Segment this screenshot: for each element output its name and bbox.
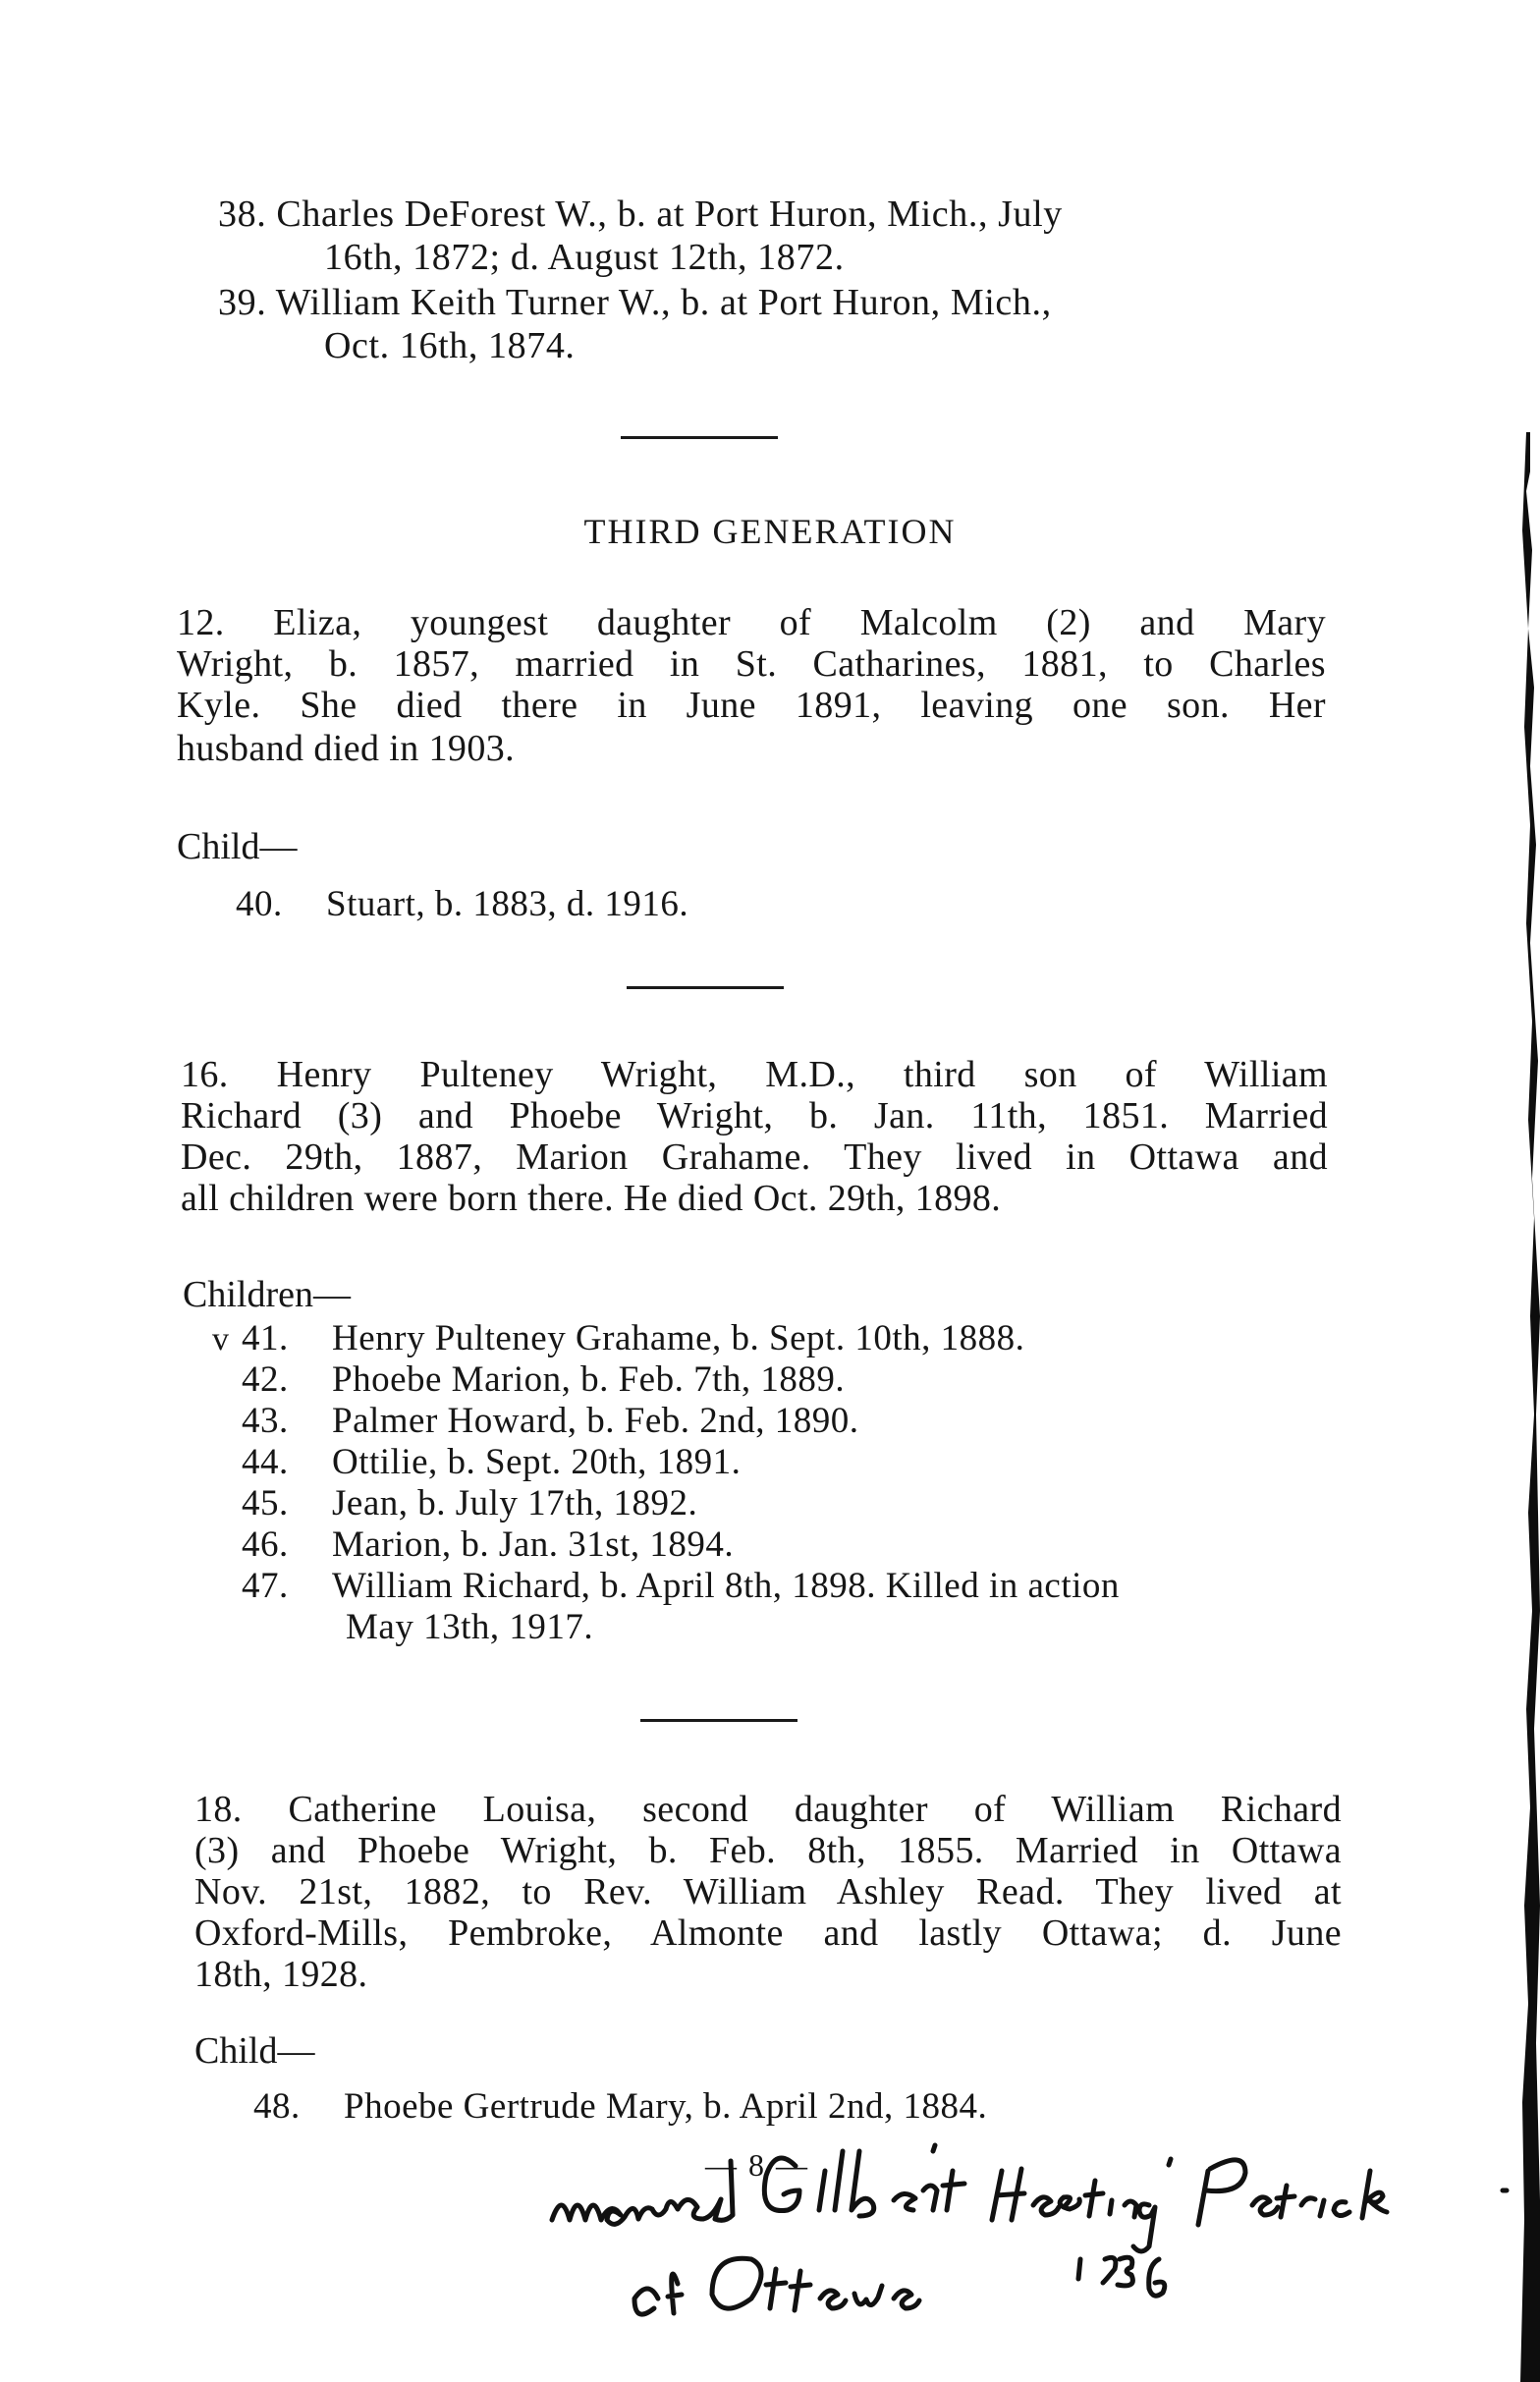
entry-39-line-1: 39. William Keith Turner W., b. at Port Huron, Mich., xyxy=(218,282,1052,323)
child-entry-43 xyxy=(242,1401,859,1442)
handwritten-annotation xyxy=(530,2112,1512,2348)
child-entry-42 xyxy=(242,1359,845,1401)
child-text: Stuart, b. 1883, d. 1916. xyxy=(326,884,689,924)
child-entry-47 xyxy=(242,1566,1120,1607)
entry-18-line-1: 18. Catherine Louisa, second daughter of William Richard xyxy=(194,1789,1342,1830)
child-number: 43. xyxy=(242,1401,289,1441)
child-entry-40 xyxy=(236,884,688,925)
child-entry-44 xyxy=(242,1442,741,1483)
child-number: 46. xyxy=(242,1524,289,1565)
entry-18-line-5: 18th, 1928. xyxy=(194,1954,368,1995)
entry-18-line-3: Nov. 21st, 1882, to Rev. William Ashley Read. They lived at xyxy=(194,1871,1342,1912)
binding-shadow xyxy=(1501,432,1540,2382)
child-label-2: Child— xyxy=(194,2030,315,2072)
child-entry-46 xyxy=(242,1524,734,1566)
child-text: William Richard, b. April 8th, 1898. Killed in action xyxy=(332,1566,1120,1606)
page-number: — 8 — xyxy=(705,2147,809,2183)
child-text: Ottilie, b. Sept. 20th, 1891. xyxy=(332,1442,742,1482)
section-divider-3 xyxy=(640,1719,798,1722)
entry-16-line-4: all children were born there. He died Oct. 29th, 1898. xyxy=(181,1178,1002,1219)
entry-39-line-2: Oct. 16th, 1874. xyxy=(324,325,576,366)
entry-18-line-2: (3) and Phoebe Wright, b. Feb. 8th, 1855. Married in Ottawa xyxy=(194,1830,1342,1871)
entry-12-line-4: husband died in 1903. xyxy=(177,728,516,769)
entry-16-line-3: Dec. 29th, 1887, Marion Grahame. They lived in Ottawa and xyxy=(181,1136,1328,1178)
child-text: Palmer Howard, b. Feb. 2nd, 1890. xyxy=(332,1401,859,1441)
child-text: Phoebe Gertrude Mary, b. April 2nd, 1884. xyxy=(344,2086,988,2127)
entry-16-line-2: Richard (3) and Phoebe Wright, b. Jan. 11th, 1851. Married xyxy=(181,1095,1328,1136)
child-number: 48. xyxy=(253,2086,301,2127)
children-label: Children— xyxy=(183,1274,351,1315)
section-divider-2 xyxy=(627,986,784,989)
child-number: 45. xyxy=(242,1483,289,1523)
child-number: 40. xyxy=(236,884,283,924)
section-divider-1 xyxy=(621,436,778,439)
child-text: Jean, b. July 17th, 1892. xyxy=(332,1483,698,1523)
child-entry-47-continued: May 13th, 1917. xyxy=(346,1607,594,1647)
check-mark: v xyxy=(212,1321,229,1357)
entry-16-line-1: 16. Henry Pulteney Wright, M.D., third son of William xyxy=(181,1054,1328,1095)
entry-12-line-1: 12. Eliza, youngest daughter of Malcolm (2) and Mary xyxy=(177,602,1326,643)
child-number: 44. xyxy=(242,1442,289,1482)
child-label: Child— xyxy=(177,826,298,867)
child-text: Phoebe Marion, b. Feb. 7th, 1889. xyxy=(332,1359,846,1400)
child-text: Henry Pulteney Grahame, b. Sept. 10th, 1888. xyxy=(332,1318,1025,1358)
entry-38-line-2: 16th, 1872; d. August 12th, 1872. xyxy=(324,237,845,278)
child-number: 47. xyxy=(242,1566,289,1606)
entry-12-line-3: Kyle. She died there in June 1891, leaving one son. Her xyxy=(177,685,1326,726)
child-text: Marion, b. Jan. 31st, 1894. xyxy=(332,1524,735,1565)
entry-38-line-1: 38. Charles DeForest W., b. at Port Huron, Mich., July xyxy=(218,194,1063,235)
child-entry-45 xyxy=(242,1483,697,1524)
entry-12-line-2: Wright, b. 1857, married in St. Catharines, 1881, to Charles xyxy=(177,643,1326,685)
child-number: 42. xyxy=(242,1359,289,1400)
section-heading: THIRD GENERATION xyxy=(583,512,957,551)
entry-18-line-4: Oxford-Mills, Pembroke, Almonte and lastly Ottawa; d. June xyxy=(194,1912,1342,1954)
child-entry-41 xyxy=(242,1318,1024,1359)
child-number: 41. xyxy=(242,1318,289,1358)
